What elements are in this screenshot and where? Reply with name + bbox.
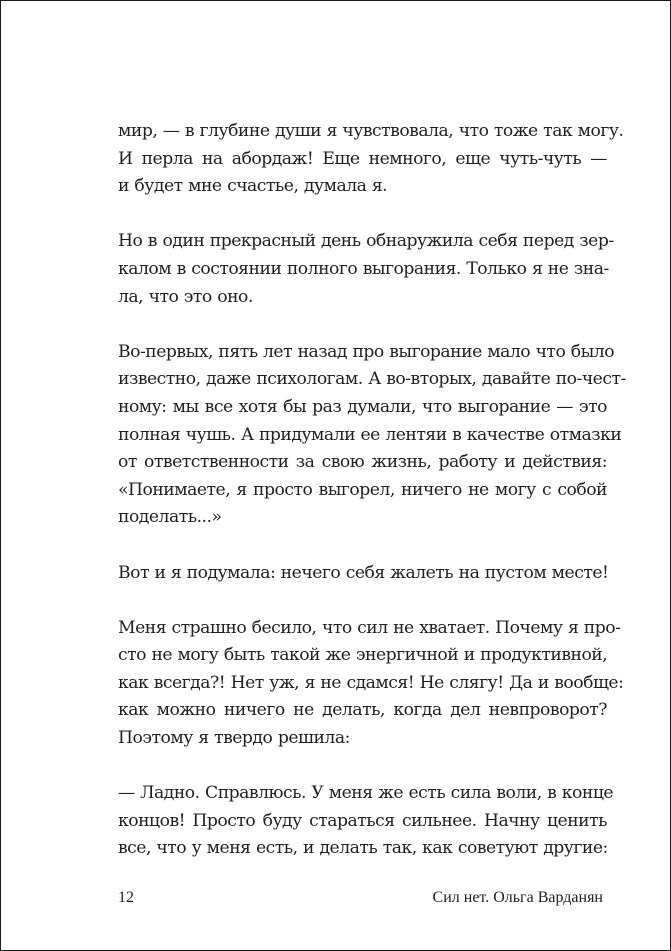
text-line: как всегда?! Нет уж, я не сдамся! Не слягу! Да и вообще: (118, 672, 624, 693)
text-line: Меня страшно бесило, что сил не хватает. Почему я про- (118, 617, 621, 638)
text-line: сто не могу быть такой же энергичной и продуктивной, (118, 645, 608, 666)
text-line: поделать...» (118, 507, 222, 528)
text-line: от ответственности за свою жизнь, работу и действия: (118, 452, 607, 473)
text-line: полная чушь. А придумали ее лентяи в качестве отмазки (118, 424, 622, 445)
text-line: известно, даже психологам. А во-вторых, давайте по-чест- (118, 369, 626, 390)
text-line: все, что у меня есть, и делать так, как советуют другие: (118, 838, 608, 859)
paragraph (118, 228, 614, 311)
text-line: мир, — в глубине души я чувствовала, что тоже так могу. (118, 121, 624, 141)
body-text (118, 118, 626, 891)
text-line: ному: мы все хотя бы раз думали, что выгорание — это (118, 396, 607, 417)
text-line: И перла на абордаж! Еще немного, еще чуть-чуть — (118, 148, 607, 169)
paragraph (118, 780, 614, 863)
text-line: как можно ничего не делать, когда дел невпроворот? (118, 700, 607, 721)
text-line: — Ладно. Справлюсь. У меня же есть сила воли, в конце (118, 783, 614, 804)
running-title: Сил нет. Ольга Варданян (432, 889, 603, 906)
paragraph (118, 118, 624, 201)
paragraph (118, 615, 624, 753)
text-line: Во-первых, пять лет назад про выгорание мало что было (118, 341, 615, 362)
text-line: калом в состоянии полного выгорания. Только я не зна- (118, 258, 609, 279)
text-line: Поэтому я твердо решила: (118, 728, 350, 749)
text-line: Вот и я подумала: нечего себя жалеть на пустом месте! (118, 562, 609, 583)
text-line: «Понимаете, я просто выгорел, ничего не могу с собой (118, 479, 607, 500)
text-line: и будет мне счастье, думала я. (118, 176, 388, 197)
text-line: Но в один прекрасный день обнаружила себя перед зер- (118, 231, 614, 252)
page-number: 12 (118, 889, 134, 906)
text-line: концов! Просто буду стараться сильнее. Начну ценить (118, 810, 607, 831)
paragraph (118, 560, 607, 588)
paragraph (118, 339, 626, 532)
text-line: ла, что это оно. (118, 286, 253, 307)
